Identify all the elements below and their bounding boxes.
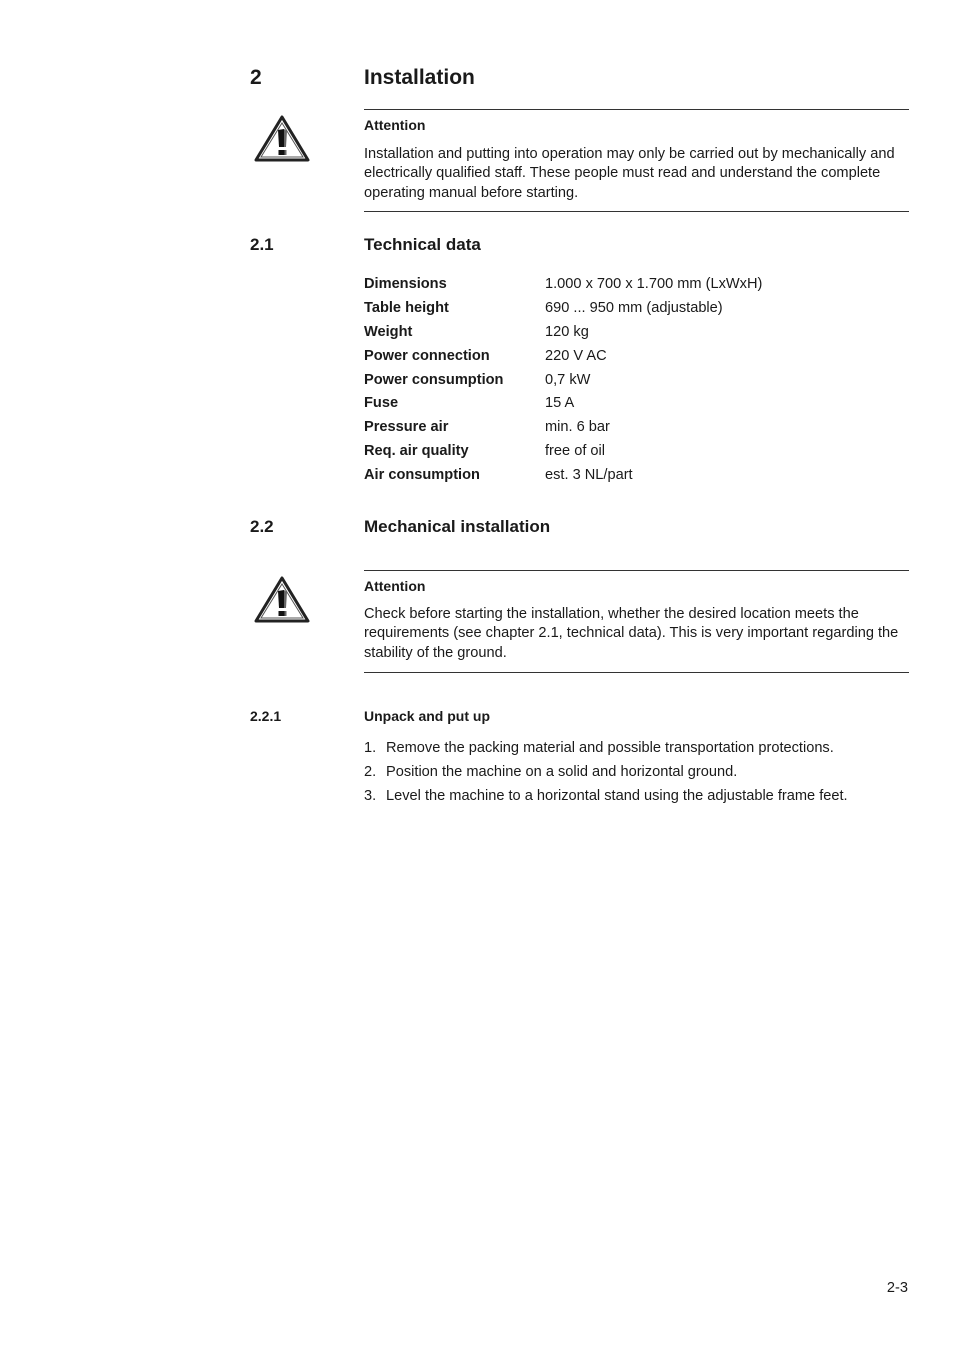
- spec-row: [364, 443, 909, 467]
- spec-row: [364, 419, 909, 443]
- step-number: 3.: [364, 788, 377, 804]
- attention-text: Installation and putting into operation may only be carried out by mechanically and electrically qualified staff. These people must read and understand the complete operating manual before starting.: [364, 146, 895, 201]
- warning-icon: [254, 114, 310, 162]
- divider: [364, 570, 909, 571]
- section-number: 2.1: [250, 235, 274, 254]
- spec-row: [364, 300, 909, 324]
- step-text: Position the machine on a solid and horizontal ground.: [386, 764, 738, 780]
- spec-value: 690 ... 950 mm (adjustable): [545, 300, 723, 316]
- attention-label: Attention: [364, 578, 426, 594]
- spec-value: 15 A: [545, 395, 575, 411]
- spec-value: min. 6 bar: [545, 419, 610, 435]
- step-text: Level the machine to a horizontal stand using the adjustable frame feet.: [386, 788, 848, 804]
- spec-key: Req. air quality: [364, 443, 469, 459]
- step-number: 1.: [364, 740, 377, 756]
- spec-key: Table height: [364, 300, 449, 316]
- divider: [364, 672, 909, 673]
- spec-key: Pressure air: [364, 419, 449, 435]
- spec-key: Power connection: [364, 348, 490, 364]
- warning-icon: [254, 575, 310, 623]
- spec-value: 120 kg: [545, 324, 589, 340]
- subsection-number: 2.2.1: [250, 708, 282, 724]
- subsection-title: Unpack and put up: [364, 708, 490, 724]
- chapter-title: Installation: [364, 66, 475, 89]
- spec-value: 0,7 kW: [545, 372, 591, 388]
- spec-row: [364, 276, 909, 300]
- spec-key: Fuse: [364, 395, 399, 411]
- section-title: Technical data: [364, 235, 481, 254]
- spec-row: [364, 467, 909, 491]
- spec-row: [364, 372, 909, 396]
- spec-row: [364, 395, 909, 419]
- spec-value: 1.000 x 700 x 1.700 mm (LxWxH): [545, 276, 763, 292]
- step-number: 2.: [364, 764, 377, 780]
- spec-value: free of oil: [545, 443, 606, 459]
- divider: [364, 211, 909, 212]
- attention-label: Attention: [364, 117, 426, 133]
- section-number: 2.2: [250, 517, 274, 536]
- spec-value: est. 3 NL/part: [545, 467, 633, 483]
- section-title: Mechanical installation: [364, 517, 551, 536]
- spec-key: Weight: [364, 324, 413, 340]
- step-text: Remove the packing material and possible transportation protections.: [386, 740, 834, 756]
- spec-key: Power consumption: [364, 372, 504, 388]
- spec-row: [364, 324, 909, 348]
- chapter-number: 2: [250, 66, 262, 89]
- divider: [364, 109, 909, 110]
- attention-text: Check before starting the installation, whether the desired location meets the requirements (see chapter 2.1, technical data). This is very important regarding the stability of the ground.: [364, 606, 899, 661]
- spec-value: 220 V AC: [545, 348, 607, 364]
- spec-row: [364, 348, 909, 372]
- spec-key: Dimensions: [364, 276, 447, 292]
- page-number: 2-3: [886, 1280, 908, 1296]
- spec-key: Air consumption: [364, 467, 480, 483]
